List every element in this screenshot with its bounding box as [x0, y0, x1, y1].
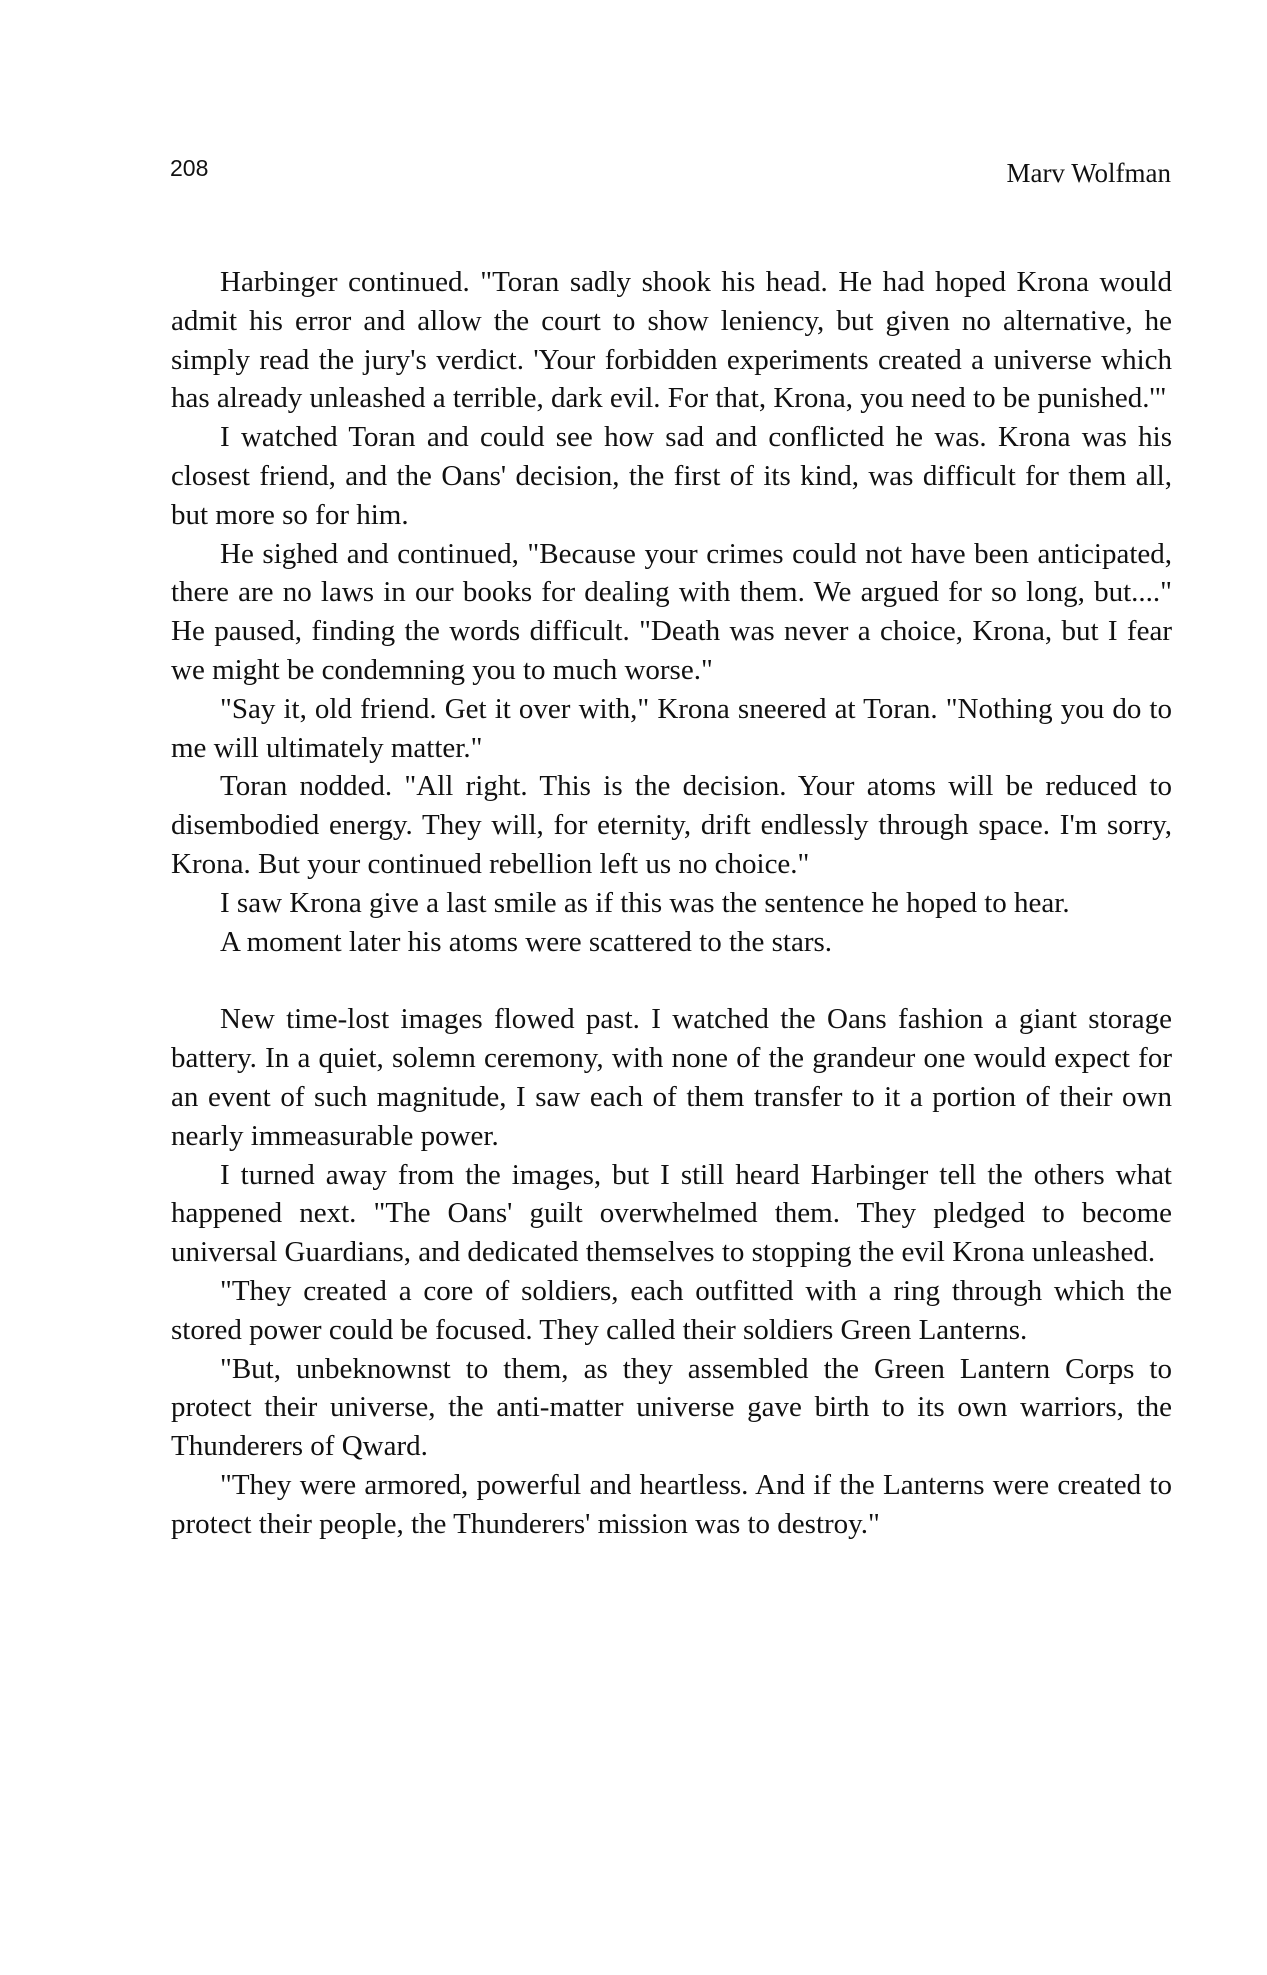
paragraph: "They created a core of soldiers, each outfitted with a ring through which the stored power could be focused. They called their soldiers Green Lanterns.: [171, 1274, 1172, 1346]
body-text: [171, 263, 1172, 1544]
paragraph: I saw Krona give a last smile as if this was the sentence he hoped to hear.: [220, 886, 1070, 919]
running-head-author: Marv Wolfman: [1006, 158, 1171, 188]
paragraph: Toran nodded. "All right. This is the decision. Your atoms will be reduced to disembodied energy. They will, for eternity, drift endlessly through space. I'm sorry, Krona. But your continued rebellion left us no choice.": [171, 770, 1172, 880]
page-number: 208: [170, 155, 209, 181]
paragraph: A moment later his atoms were scattered to the stars.: [220, 925, 833, 958]
paragraph: He sighed and continued, "Because your crimes could not have been anticipated, there are no laws in our books for dealing with them. We argued for so long, but...." He paused, finding the words difficult. "Death was never a choice, Krona, but I fear we might be condemning you to much worse.": [171, 537, 1172, 686]
paragraph: "They were armored, powerful and heartless. And if the Lanterns were created to protect their people, the Thunderers' mission was to destroy.": [171, 1468, 1172, 1540]
paragraph: New time-lost images flowed past. I watched the Oans fashion a giant storage battery. In a quiet, solemn ceremony, with none of the grandeur one would expect for an event of such magnitude, I saw each of them transfer to it a portion of their own nearly immeasurable power.: [171, 1003, 1172, 1152]
scene-break: [171, 961, 1172, 1000]
paragraph: "Say it, old friend. Get it over with," Krona sneered at Toran. "Nothing you do to me will ultimately matter.": [171, 692, 1172, 764]
paragraph: I turned away from the images, but I still heard Harbinger tell the others what happened next. "The Oans' guilt overwhelmed them. They pledged to become universal Guardians, and dedicated themselves to stopping the evil Krona unleashed.: [171, 1158, 1172, 1269]
paragraph: I watched Toran and could see how sad and conflicted he was. Krona was his closest friend, and the Oans' decision, the first of its kind, was difficult for them all, but more so for him.: [171, 421, 1172, 531]
paragraph: "But, unbeknownst to them, as they assembled the Green Lantern Corps to protect their universe, the anti-matter universe gave birth to its own warriors, the Thunderers of Qward.: [171, 1352, 1172, 1463]
paragraph: Harbinger continued. "Toran sadly shook his head. He had hoped Krona would admit his error and allow the court to show leniency, but given no alternative, he simply read the jury's verdict. 'Your forbidden experiments created a universe which has already unleashed a terrible, dark evil. For that, Krona, you need to be punished.'": [171, 266, 1172, 415]
